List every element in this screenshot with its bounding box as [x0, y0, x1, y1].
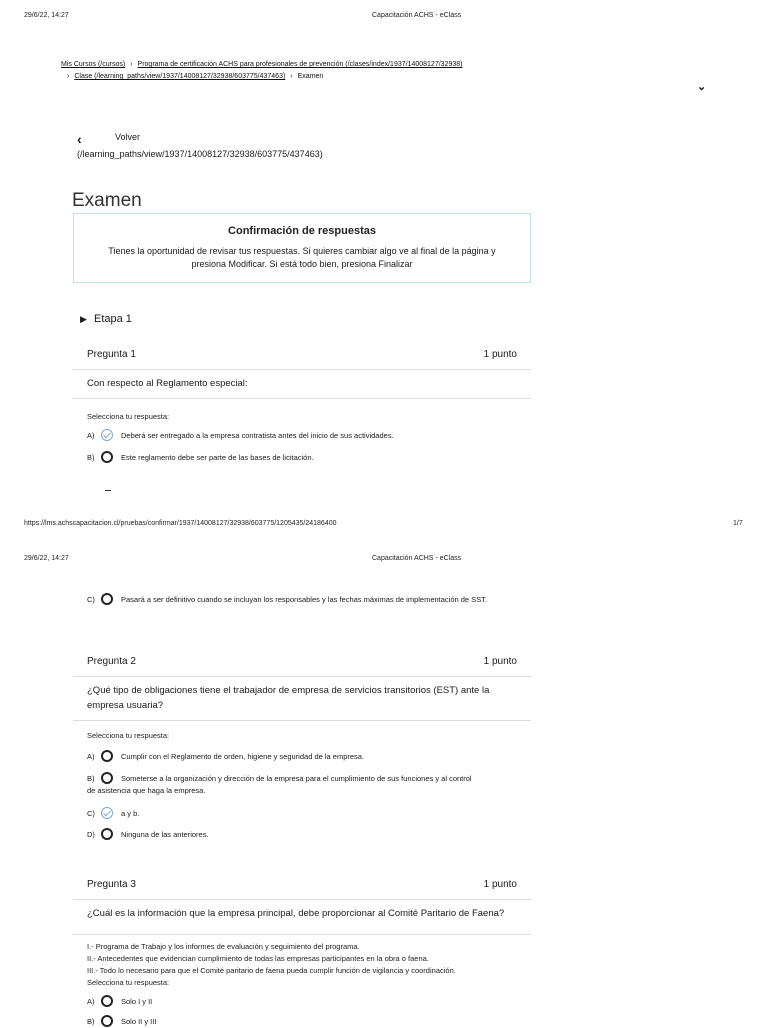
option-letter: C): [87, 809, 95, 818]
page-title: Examen: [72, 190, 142, 211]
confirmation-text-2: presiona Modificar. Si está todo bien, presiona Finalizar: [191, 259, 413, 269]
print-date: 29/6/22, 14:27: [24, 12, 69, 19]
print-page-number: 1/7: [733, 520, 743, 527]
question-label: Pregunta 1: [87, 349, 136, 360]
triangle-right-icon: ▶: [80, 314, 87, 324]
radio-icon[interactable]: [101, 995, 113, 1007]
option-letter: C): [87, 595, 95, 604]
option-text-line: de asistencia que haga la empresa.: [87, 786, 206, 795]
statement: II.- Antecedentes que evidencian cumplimiento de todas las empresas participantes en la obra o faena.: [87, 954, 429, 963]
divider: [73, 398, 531, 399]
select-label: Selecciona tu respuesta:: [87, 731, 170, 740]
chevron-left-icon[interactable]: ‹: [77, 131, 82, 147]
question-text: [87, 683, 517, 713]
radio-icon[interactable]: [101, 593, 113, 605]
breadcrumb-line-2: [67, 73, 567, 80]
answer-option[interactable]: [87, 751, 527, 763]
statement: I.- Programa de Trabajo y los informes de evaluación y seguimiento del programa.: [87, 942, 360, 951]
option-letter: B): [87, 453, 95, 462]
stage-label: Etapa 1: [93, 313, 132, 325]
answer-option[interactable]: [87, 430, 527, 442]
check-circle-icon[interactable]: [101, 429, 113, 441]
question-points: 1 punto: [483, 656, 517, 667]
option-text: Pasará a ser definitivo cuando se incluyan los responsables y las fechas máximas de implementación de SST.: [121, 595, 488, 604]
option-text: Ninguna de las anteriores.: [121, 830, 209, 839]
option-text: Este reglamento debe ser parte de las bases de licitación.: [121, 453, 314, 462]
answer-option[interactable]: [87, 1016, 527, 1028]
option-letter: B): [87, 1017, 95, 1026]
answer-option[interactable]: [87, 773, 527, 797]
breadcrumb-my-courses[interactable]: Mis Cursos (/cursos): [61, 61, 126, 68]
answer-option[interactable]: [87, 452, 527, 464]
answer-option[interactable]: [87, 996, 527, 1008]
answer-option[interactable]: [87, 808, 527, 820]
radio-icon[interactable]: [101, 451, 113, 463]
stage-toggle[interactable]: [80, 313, 132, 325]
question-text: Con respecto al Reglamento especial:: [87, 378, 248, 389]
question-header: [87, 879, 517, 890]
dash: [105, 490, 111, 491]
question-header: [87, 656, 517, 667]
option-text: Solo I y II: [121, 997, 153, 1006]
option-text: [87, 773, 472, 797]
option-letter: A): [87, 997, 95, 1006]
question-header: [87, 349, 517, 360]
statement: III.- Todo lo necesario para que el Comité paritario de faena pueda cumplir función de vigilancia y coordinación.: [87, 966, 456, 975]
print-title: Capacitación ACHS - eClass: [372, 12, 462, 19]
answer-option[interactable]: [87, 594, 527, 606]
option-letter: A): [87, 431, 95, 440]
divider: [73, 676, 531, 677]
divider: [73, 899, 531, 900]
question-text-line: empresa usuaria?: [87, 700, 164, 711]
radio-icon[interactable]: [101, 772, 113, 784]
radio-icon[interactable]: [101, 750, 113, 762]
option-letter: B): [87, 774, 95, 783]
print-url: https://lms.achscapacitacion.cl/pruebas/confirmar/1937/14008127/32938/603775/1205435/24186400: [24, 520, 337, 527]
question-points: 1 punto: [483, 349, 517, 360]
answer-option[interactable]: [87, 829, 527, 841]
confirmation-title: Confirmación de respuestas: [228, 225, 376, 237]
option-letter: A): [87, 752, 95, 761]
chevron-right-icon: ›: [67, 73, 70, 80]
select-label: Selecciona tu respuesta:: [87, 978, 170, 987]
print-date: 29/6/22, 14:27: [24, 555, 69, 562]
question-label: Pregunta 2: [87, 656, 136, 667]
breadcrumb-program[interactable]: Programa de certificación ACHS para profesionales de prevención (/clases/index/1937/14008127/32938): [137, 61, 463, 68]
chevron-down-icon[interactable]: ⌄: [697, 81, 707, 93]
option-text: Deberá ser entregado a la empresa contratista antes del inicio de sus actividades.: [121, 431, 394, 440]
confirmation-text-1: Tienes la oportunidad de revisar tus respuestas. Si quieres cambiar algo ve al final de la página y: [108, 246, 496, 256]
chevron-right-icon: ›: [130, 61, 133, 68]
divider: [73, 369, 531, 370]
divider: [73, 720, 531, 721]
option-letter: D): [87, 830, 95, 839]
question-text: ¿Cuál es la información que la empresa principal, debe proporcionar al Comité Paritario de Faena?: [87, 908, 505, 919]
option-text-line: Someterse a la organización y dirección de la empresa para el cumplimiento de sus funciones y al control: [121, 774, 472, 783]
breadcrumb-class[interactable]: Clase (/learning_paths/view/1937/14008127/32938/603775/437463): [74, 73, 286, 80]
option-text: Cumplir con el Reglamento de orden, higiene y seguridad de la empresa.: [121, 752, 365, 761]
chevron-right-icon: ›: [290, 73, 293, 80]
option-text: Solo II y III: [121, 1017, 157, 1026]
divider: [73, 934, 531, 935]
radio-icon[interactable]: [101, 1015, 113, 1027]
question-label: Pregunta 3: [87, 879, 136, 890]
breadcrumb: [61, 61, 561, 68]
radio-icon[interactable]: [101, 828, 113, 840]
breadcrumb-current: Examen: [297, 73, 324, 80]
confirmation-box: [73, 213, 531, 283]
print-title: Capacitación ACHS - eClass: [372, 555, 462, 562]
option-text: a y b.: [121, 809, 140, 818]
back-link-path[interactable]: (/learning_paths/view/1937/14008127/32938/603775/437463): [77, 149, 323, 159]
question-text-line: ¿Qué tipo de obligaciones tiene el trabajador de empresa de servicios transitorios (EST) ante la: [87, 685, 490, 696]
back-link[interactable]: Volver: [115, 132, 141, 142]
statement-list: [87, 941, 527, 989]
select-label: Selecciona tu respuesta:: [87, 412, 170, 421]
question-points: 1 punto: [483, 879, 517, 890]
check-circle-icon[interactable]: [101, 807, 113, 819]
